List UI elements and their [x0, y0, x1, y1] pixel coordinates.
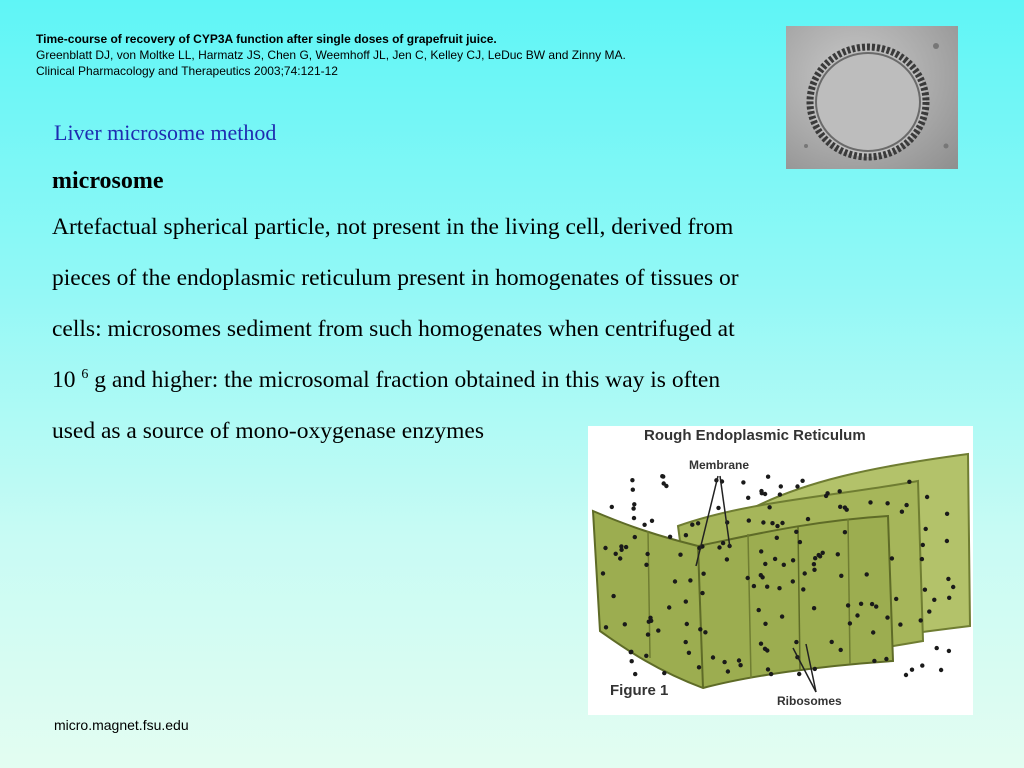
- ribosome-dot: [951, 585, 955, 589]
- ribosome-dot: [697, 665, 701, 669]
- rough-er-illustration: [588, 426, 973, 715]
- ribosome-dot: [766, 667, 770, 671]
- ribosome-dot: [824, 494, 828, 498]
- ribosome-dot: [801, 587, 805, 591]
- ribosome-dot: [721, 541, 725, 545]
- ribosome-dot: [885, 501, 889, 505]
- ribosome-dot: [797, 672, 801, 676]
- ribosome-dot: [644, 654, 648, 658]
- ribosome-dot: [630, 478, 634, 482]
- ribosome-dot: [631, 506, 635, 510]
- ribosome-dot: [763, 622, 767, 626]
- ribosome-dot: [782, 563, 786, 567]
- ribosome-dot: [794, 640, 798, 644]
- ribosome-dot: [747, 518, 751, 522]
- ribosome-dot: [737, 658, 741, 662]
- exponent-base: 10: [52, 367, 76, 393]
- ribosome-dot: [623, 622, 627, 626]
- ribosome-dot: [767, 505, 771, 509]
- ribosome-dot: [884, 657, 888, 661]
- ribosome-dot: [769, 672, 773, 676]
- ribosome-dot: [838, 489, 842, 493]
- ribosome-dot: [791, 579, 795, 583]
- ribosome-dot: [855, 613, 859, 617]
- ribosome-dot: [662, 481, 666, 485]
- ribosome-dot: [923, 588, 927, 592]
- ribosome-dot: [872, 659, 876, 663]
- ribosome-dot: [830, 640, 834, 644]
- ribosome-dot: [711, 655, 715, 659]
- ribosome-dot: [947, 649, 951, 653]
- ribosome-dot: [780, 521, 784, 525]
- ribosome-dot: [741, 480, 745, 484]
- ribosome-dot: [946, 577, 950, 581]
- ribosome-dot: [645, 552, 649, 556]
- ribosome-dot: [900, 510, 904, 514]
- ribosome-dot: [614, 552, 618, 556]
- definition-line: used as a source of mono-oxygenase enzymes: [52, 418, 484, 444]
- ribosome-dot: [624, 545, 628, 549]
- ribosome-dot: [779, 484, 783, 488]
- ribosome-dot: [859, 602, 863, 606]
- figure-caption: Figure 1: [610, 682, 669, 699]
- ribosome-dot: [812, 562, 816, 566]
- ribosome-dot: [763, 647, 767, 651]
- ribosome-dot: [668, 535, 672, 539]
- definition-text: [52, 202, 872, 457]
- ribosome-dot: [935, 646, 939, 650]
- ribosome-dot: [778, 492, 782, 496]
- ribosome-dot: [920, 663, 924, 667]
- ribosome-dot: [813, 556, 817, 560]
- ribosome-dot: [700, 591, 704, 595]
- ribosome-dot: [746, 496, 750, 500]
- ribosome-dot: [632, 502, 636, 506]
- ribosome-dot: [894, 597, 898, 601]
- ribosome-dot: [662, 671, 666, 675]
- ribosome-dot: [604, 625, 608, 629]
- exponent-superscript: 6: [81, 367, 89, 382]
- ribosome-dot: [618, 556, 622, 560]
- ribosome-dot: [759, 573, 763, 577]
- definition-line-with-exponent: [52, 355, 872, 406]
- ribosome-dot: [722, 660, 726, 664]
- ribosome-dot: [688, 578, 692, 582]
- ribosome-dot: [746, 576, 750, 580]
- ribosome-dot: [610, 505, 614, 509]
- ribosome-dot: [947, 596, 951, 600]
- ribosome-dot: [817, 553, 821, 557]
- ribosome-dot: [813, 667, 817, 671]
- ribosome-dot: [904, 503, 908, 507]
- ribosome-dot: [848, 621, 852, 625]
- figure-title: Rough Endoplasmic Reticulum: [644, 427, 866, 444]
- slide-heading: Liver microsome method: [54, 120, 277, 145]
- ribosome-dot: [773, 557, 777, 561]
- ribosome-dot: [775, 524, 779, 528]
- ribosome-dot: [752, 584, 756, 588]
- definition-line: Artefactual spherical particle, not present in the living cell, derived from: [52, 214, 734, 240]
- ribosome-dot: [759, 642, 763, 646]
- ribosome-dot: [920, 557, 924, 561]
- definition-line: cells: microsomes sediment from such homogenates when centrifuged at: [52, 316, 735, 342]
- citation-authors: Greenblatt DJ, von Moltke LL, Harmatz JS, Chen G, Weemhoff JL, Jen C, Kelley CJ, LeDuc BW and Zinny MA.: [36, 48, 626, 62]
- ribosome-dot: [632, 516, 636, 520]
- ribosome-dot: [656, 628, 660, 632]
- ribosome-dot: [798, 540, 802, 544]
- ribosome-dot: [904, 673, 908, 677]
- ribosome-dot: [716, 506, 720, 510]
- ribosome-dot: [800, 479, 804, 483]
- ribosome-dot: [759, 549, 763, 553]
- ribosome-dot: [766, 475, 770, 479]
- ribosome-dot: [684, 640, 688, 644]
- ribosome-dot: [812, 606, 816, 610]
- ribosome-dot: [757, 608, 761, 612]
- ribosome-dot: [945, 512, 949, 516]
- ribosome-dot: [846, 603, 850, 607]
- ribosomes-label: Ribosomes: [777, 694, 842, 708]
- ribosome-dot: [726, 669, 730, 673]
- ribosome-dot: [839, 574, 843, 578]
- ribosome-dot: [701, 572, 705, 576]
- ribosome-dot: [633, 535, 637, 539]
- ribosome-dot: [690, 523, 694, 527]
- microsome-vesicle-drawing: [786, 26, 958, 169]
- ribosome-dot: [803, 571, 807, 575]
- ribosome-dot: [890, 556, 894, 560]
- ribosome-dot: [927, 609, 931, 613]
- ribosome-dot: [667, 605, 671, 609]
- citation-journal: Clinical Pharmacology and Therapeutics 2003;74:121-12: [36, 64, 338, 78]
- ribosome-dot: [777, 586, 781, 590]
- ribosome-dot: [924, 527, 928, 531]
- ribosome-dot: [945, 539, 949, 543]
- ribosome-dot: [838, 505, 842, 509]
- ribosome-dot: [843, 530, 847, 534]
- ribosome-dot: [919, 618, 923, 622]
- ribosome-dot: [650, 519, 654, 523]
- ribosome-dot: [871, 630, 875, 634]
- ribosome-dot: [678, 553, 682, 557]
- ribosome-dot: [725, 557, 729, 561]
- ribosome-dot: [698, 627, 702, 631]
- ribosome-dot: [717, 545, 721, 549]
- ribosome-dot: [870, 602, 874, 606]
- ribosome-dot: [836, 552, 840, 556]
- ribosome-dot: [760, 491, 764, 495]
- definition-line: pieces of the endoplasmic reticulum present in homogenates of tissues or: [52, 265, 739, 291]
- ribosome-dot: [633, 672, 637, 676]
- ribosome-dot: [761, 520, 765, 524]
- ribosome-dot: [646, 632, 650, 636]
- ribosome-dot: [794, 530, 798, 534]
- ribosome-dot: [684, 533, 688, 537]
- ribosome-dot: [939, 668, 943, 672]
- ribosome-dot: [839, 648, 843, 652]
- ribosome-dot: [687, 651, 691, 655]
- ribosome-dot: [611, 594, 615, 598]
- ribosome-dot: [885, 615, 889, 619]
- ribosome-dot: [812, 568, 816, 572]
- ribosome-dot: [775, 536, 779, 540]
- ribosome-dot: [661, 474, 665, 478]
- ribosome-dot: [631, 488, 635, 492]
- ribosome-dot: [644, 563, 648, 567]
- ribosome-dot: [642, 523, 646, 527]
- ribosome-dot: [921, 543, 925, 547]
- ribosome-dot: [898, 622, 902, 626]
- citation-title: Time-course of recovery of CYP3A function after single doses of grapefruit juice.: [36, 32, 497, 46]
- ribosome-dot: [874, 604, 878, 608]
- ribosome-dot: [684, 599, 688, 603]
- ribosome-dot: [630, 659, 634, 663]
- definition-term: microsome: [52, 168, 164, 194]
- ribosome-dot: [795, 484, 799, 488]
- membrane-label: Membrane: [689, 458, 750, 472]
- ribosome-dot: [619, 544, 623, 548]
- ribosome-dot: [865, 572, 869, 576]
- citation-block: [36, 31, 776, 79]
- ribosome-dot: [703, 630, 707, 634]
- ribosome-dot: [868, 500, 872, 504]
- ribosome-dot: [806, 517, 810, 521]
- ribosome-dot: [925, 495, 929, 499]
- ribosome-dot: [765, 585, 769, 589]
- ribosome-dot: [780, 614, 784, 618]
- source-credit: micro.magnet.fsu.edu: [54, 717, 189, 733]
- ribosome-dot: [673, 579, 677, 583]
- ribosome-dot: [821, 551, 825, 555]
- ribosome-dot: [932, 598, 936, 602]
- ribosome-dot: [763, 562, 767, 566]
- ribosome-dot: [685, 622, 689, 626]
- ribosome-dot: [791, 558, 795, 562]
- ribosome-dot: [907, 480, 911, 484]
- ribosome-dot: [770, 521, 774, 525]
- ribosome-dot: [601, 571, 605, 575]
- rough-er-figure: [588, 426, 973, 715]
- microsome-micrograph-image: [786, 26, 958, 169]
- ribosome-dot: [629, 650, 633, 654]
- ribosome-dot: [910, 668, 914, 672]
- ribosome-dot: [738, 663, 742, 667]
- ribosome-dot: [603, 546, 607, 550]
- definition-line-rest: g and higher: the microsomal fraction obtained in this way is often: [94, 367, 721, 393]
- ribosome-dot: [696, 521, 700, 525]
- ribosome-dot: [845, 508, 849, 512]
- ribosome-dot: [648, 616, 652, 620]
